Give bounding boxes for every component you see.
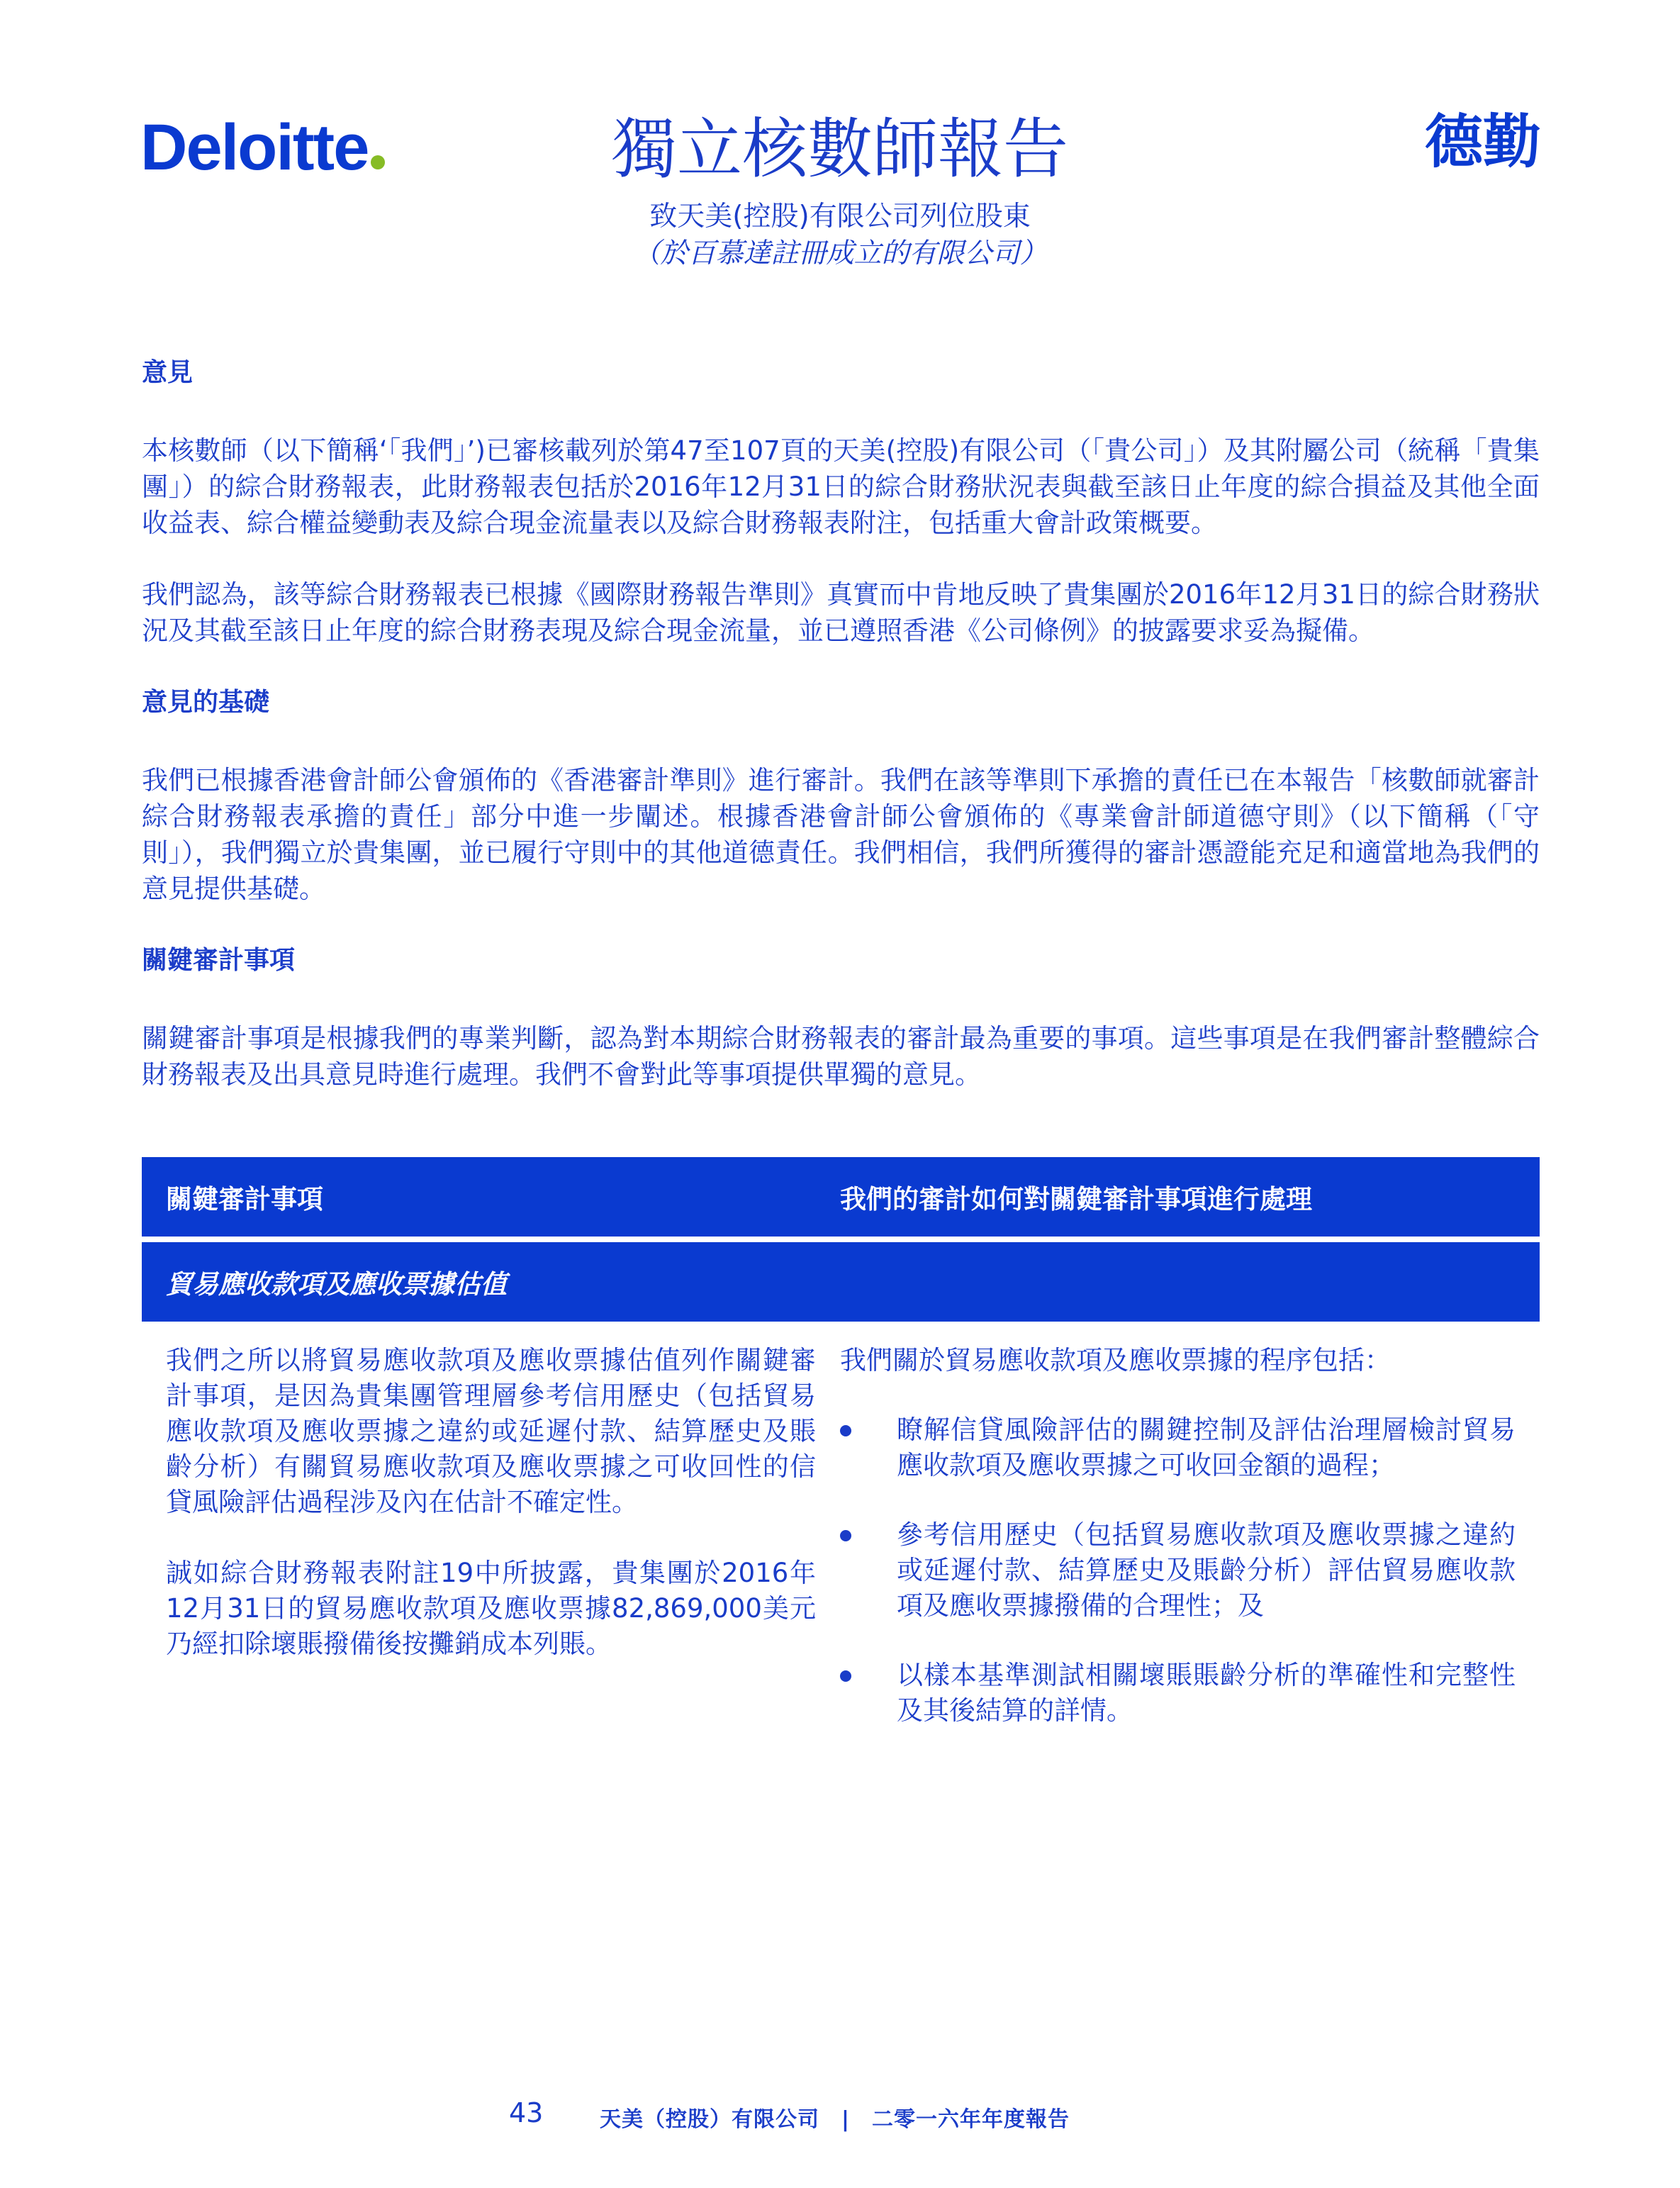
response-intro: 我們關於貿易應收款項及應收票據的程序包括：	[840, 1345, 1391, 1375]
footer-text: 天美（控股）有限公司 | 二零一六年年度報告	[600, 2107, 1070, 2132]
list-item: 瞭解信貸風險評估的關鍵控制及評估治理層檢討貿易應收款項及應收票據之可收回金額的過程；	[840, 1412, 1516, 1483]
kam-heading: 關鍵審計事項	[142, 946, 296, 975]
bullet-icon	[840, 1425, 851, 1436]
brand-chinese-name: 德勤	[1424, 108, 1541, 176]
list-item: 以樣本基準測試相關壞賬賬齡分析的準確性和完整性及其後結算的詳情。	[840, 1658, 1516, 1729]
report-subtitle	[0, 199, 1680, 272]
report-body	[142, 355, 1540, 1093]
table-header-col1: 關鍵審計事項	[166, 1184, 323, 1215]
page-number: 43	[509, 2097, 544, 2128]
page-footer	[0, 2097, 1680, 2133]
procedure-list	[840, 1412, 1516, 1729]
report-title: 獨立核數師報告	[611, 111, 1068, 187]
table-header-row	[142, 1157, 1540, 1237]
table-header-col2: 我們的審計如何對關鍵審計事項進行處理	[840, 1184, 1312, 1215]
table-body-row	[142, 1343, 1540, 1729]
matter-paragraph-2: 誠如綜合財務報表附註19中所披露，貴集團於2016年12月31日的貿易應收款項及應收票據82,869,000美元乃經扣除壞賬撥備後按攤銷成本列賬。	[166, 1558, 816, 1659]
matter-paragraph-1: 我們之所以將貿易應收款項及應收票據估值列作關鍵審計事項，是因為貴集團管理層參考信用歷史（包括貿易應收款項及應收票據之違約或延遲付款、結算歷史及賬齡分析）有關貿易應收款項及應收票據之可收回性的信貸風險評估過程涉及內在估計不確定性。	[166, 1345, 816, 1517]
audit-response	[840, 1343, 1540, 1729]
bullet-icon	[840, 1530, 851, 1541]
kam-paragraph: 關鍵審計事項是根據我們的專業判斷，認為對本期綜合財務報表的審計最為重要的事項。這些事項是在我們審計整體綜合財務報表及出具意見時進行處理。我們不會對此等事項提供單獨的意見。	[142, 1023, 1540, 1090]
basis-heading: 意見的基礎	[142, 688, 270, 717]
key-audit-matters-table	[142, 1157, 1540, 1729]
matter-description	[142, 1343, 840, 1729]
incorporation-line: （於百慕達註冊成立的有限公司）	[632, 238, 1048, 269]
addressee-line: 致天美(控股)有限公司列位股東	[649, 201, 1031, 233]
table-subheading: 貿易應收款項及應收票據估值	[142, 1242, 1540, 1322]
list-item: 參考信用歷史（包括貿易應收款項及應收票據之違約或延遲付款、結算歷史及賬齡分析）評估貿易應收款項及應收票據撥備的合理性；及	[840, 1517, 1516, 1624]
opinion-paragraph-2: 我們認為，該等綜合財務報表已根據《國際財務報告準則》真實而中肯地反映了貴集團於2016年12月31日的綜合財務狀況及其截至該日止年度的綜合財務表現及綜合現金流量，並已遵照香港《公司條例》的披露要求妥為擬備。	[142, 579, 1540, 646]
opinion-heading: 意見	[142, 358, 194, 387]
basis-paragraph: 我們已根據香港會計師公會頒佈的《香港審計準則》進行審計。我們在該等準則下承擔的責任已在本報告「核數師就審計綜合財務報表承擔的責任」部分中進一步闡述。根據香港會計師公會頒佈的《專業會計師道德守則》（以下簡稱（「守則」），我們獨立於貴集團，並已履行守則中的其他道德責任。我們相信，我們所獲得的審計憑證能充足和適當地為我們的意見提供基礎。	[142, 765, 1540, 904]
opinion-paragraph-1: 本核數師（以下簡稱‘「我們」’)已審核載列於第47至107頁的天美(控股)有限公司（「貴公司」）及其附屬公司（統稱「貴集團」）的綜合財務報表，此財務報表包括於2016年12月31日的綜合財務狀況表與截至該日止年度的綜合損益及其他全面收益表、綜合權益變動表及綜合現金流量表以及綜合財務報表附注，包括重大會計政策概要。	[142, 435, 1540, 538]
bullet-icon	[840, 1670, 851, 1682]
deloitte-logo: Deloitte	[140, 115, 385, 180]
